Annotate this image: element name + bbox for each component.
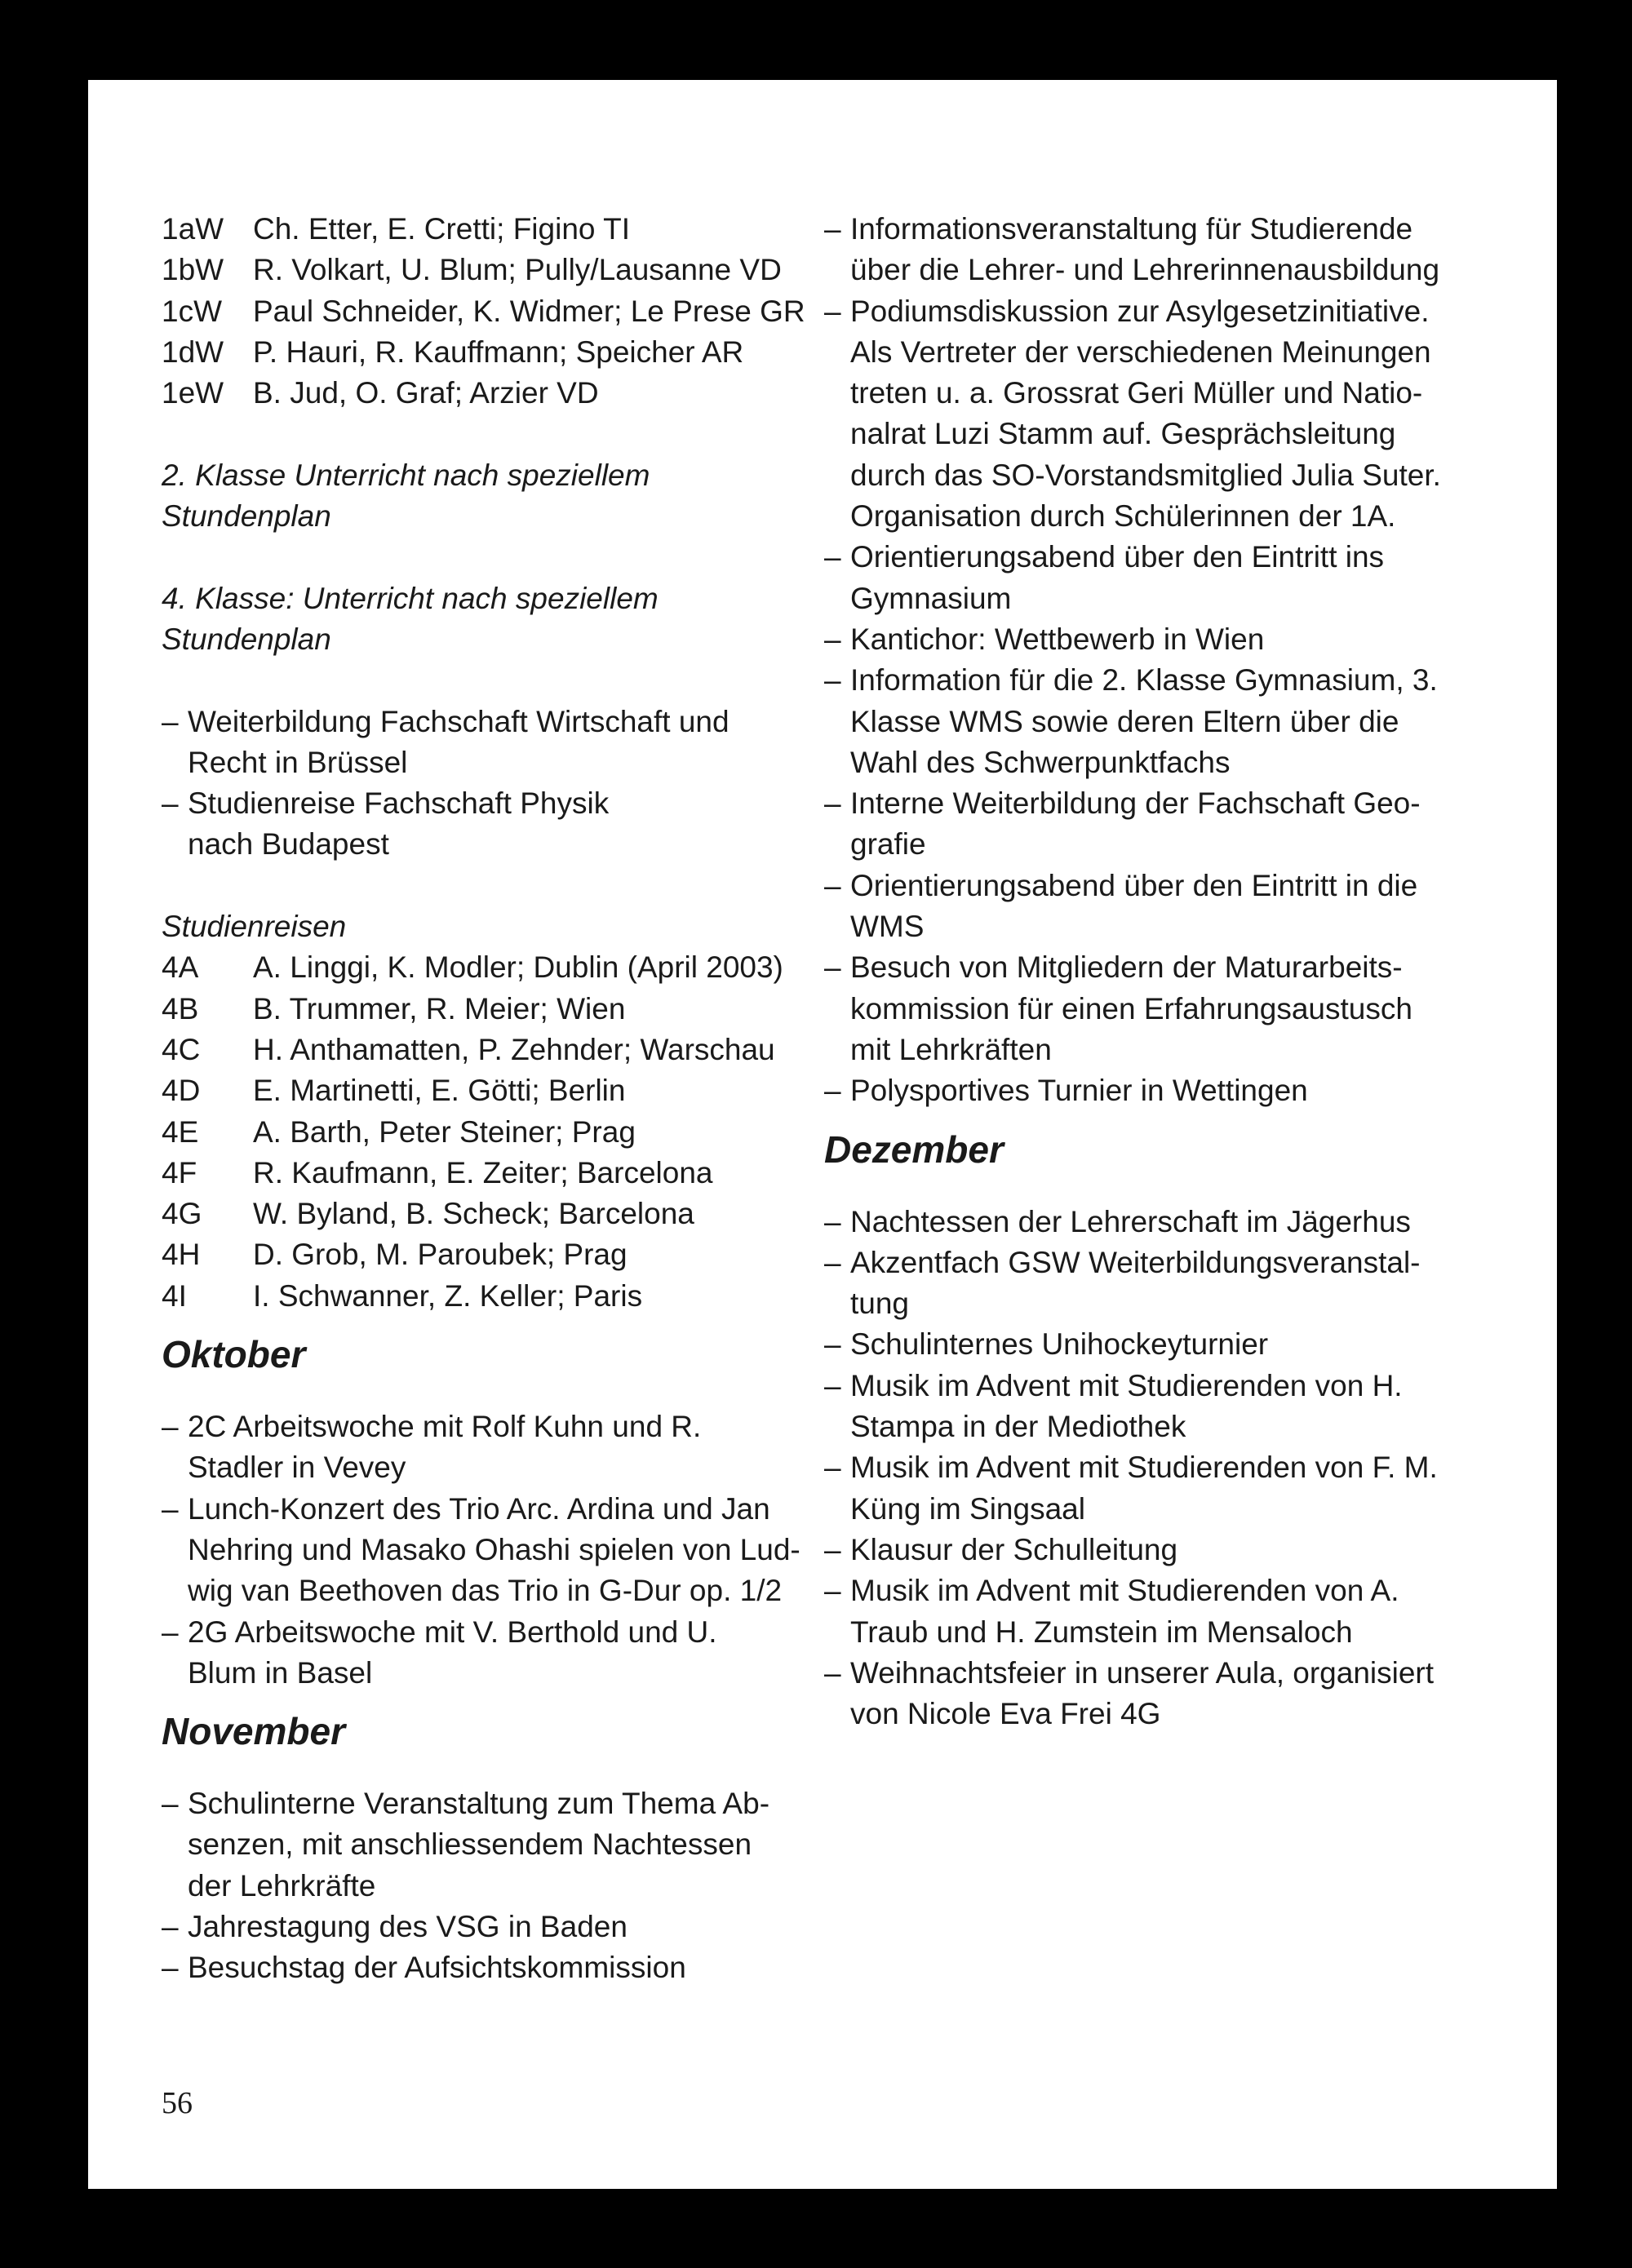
note-2-line: 2. Klasse Unterricht nach speziellem	[162, 458, 650, 492]
right-column	[824, 209, 1550, 1734]
document-page	[88, 80, 1557, 2189]
class-row	[162, 291, 873, 332]
list-item: – Orientierungsabend über den Eintritt ins Gymnasium	[824, 540, 1385, 615]
trip-row: 4G W. Byland, B. Scheck; Barcelona	[162, 1197, 694, 1231]
class-code: 1dW	[162, 334, 224, 369]
list-item: – Schulinternes Unihockeyturnier	[824, 1327, 1269, 1362]
trip-row: 4E A. Barth, Peter Steiner; Prag	[162, 1114, 636, 1149]
note-4-line: Stundenplan	[162, 622, 331, 656]
class-text: Ch. Etter, E. Cretti; Figino TI	[253, 212, 630, 246]
list-item: – Information für die 2. Klasse Gymnasium, 3. Klasse WMS sowie deren Eltern über die Wahl des Schwerpunktfachs	[824, 663, 1438, 779]
list-item: – Weihnachtsfeier in unserer Aula, organisiert von Nicole Eva Frei 4G	[824, 1655, 1435, 1731]
list-item: – Lunch-Konzert des Trio Arc. Ardina und Jan Nehring und Masako Ohashi spielen von Lud- wig van Beethoven das Trio in G-Dur op. 1/2	[162, 1491, 800, 1608]
list-item: – Weiterbildung Fachschaft Wirtschaft und Recht in Brüssel	[162, 704, 730, 779]
section-heading-dezember: Dezember	[824, 1127, 1004, 1171]
list-item: – Polysportives Turnier in Wettingen	[824, 1074, 1308, 1108]
list-item: – Informationsveranstaltung für Studierende über die Lehrer- und Lehrerinnenausbildung	[824, 212, 1440, 287]
class-row	[162, 250, 873, 290]
list-item: – Orientierungsabend über den Eintritt in die WMS	[824, 868, 1418, 944]
list-item: – Schulinterne Veranstaltung zum Thema Ab- senzen, mit anschliessendem Nachtessen der Lehrkräfte	[162, 1787, 770, 1903]
trip-row: 4C H. Anthamatten, P. Zehnder; Warschau	[162, 1032, 775, 1066]
class-code: 1bW	[162, 253, 224, 287]
trip-row: 4I I. Schwanner, Z. Keller; Paris	[162, 1278, 643, 1313]
trip-row: 4F R. Kaufmann, E. Zeiter; Barcelona	[162, 1155, 713, 1189]
class-code: 1eW	[162, 376, 224, 410]
class-list	[162, 209, 873, 414]
class-row	[162, 209, 873, 250]
list-item: – Besuchstag der Aufsichtskommission	[162, 1951, 686, 1985]
note-2-line: Stundenplan	[162, 499, 331, 534]
class-text: B. Jud, O. Graf; Arzier VD	[253, 376, 599, 410]
list-item: – Nachtessen der Lehrerschaft im Jägerhus	[824, 1204, 1411, 1238]
list-item: – 2C Arbeitswoche mit Rolf Kuhn und R. Stadler in Vevey	[162, 1410, 702, 1485]
class-text: P. Hauri, R. Kauffmann; Speicher AR	[253, 334, 744, 369]
left-column	[162, 209, 873, 1989]
list-item: – Besuch von Mitgliedern der Maturarbeits- kommission für einen Erfahrungsaustusch mit Lehrkräften	[824, 950, 1412, 1066]
list-item: – Interne Weiterbildung der Fachschaft Geo- grafie	[824, 786, 1421, 862]
list-item: – Studienreise Fachschaft Physik nach Budapest	[162, 786, 610, 862]
list-item: – Akzentfach GSW Weiterbildungsveranstal- tung	[824, 1245, 1421, 1321]
list-item: – 2G Arbeitswoche mit V. Berthold und U. Blum in Basel	[162, 1615, 717, 1690]
section-heading-november: November	[162, 1710, 345, 1753]
list-item: – Klausur der Schulleitung	[824, 1532, 1178, 1566]
trip-row: 4B B. Trummer, R. Meier; Wien	[162, 991, 626, 1025]
list-item: – Musik im Advent mit Studierenden von H. Stampa in der Mediothek	[824, 1368, 1403, 1444]
list-item: – Kantichor: Wettbewerb in Wien	[824, 622, 1265, 656]
class-code: 1aW	[162, 212, 224, 246]
list-item: – Musik im Advent mit Studierenden von A. Traub und H. Zumstein im Mensaloch	[824, 1574, 1399, 1649]
list-item: – Musik im Advent mit Studierenden von F. M. Küng im Singsaal	[824, 1451, 1438, 1526]
trip-row: 4D E. Martinetti, E. Götti; Berlin	[162, 1074, 626, 1108]
studienreisen-title: Studienreisen	[162, 910, 347, 944]
class-code: 1cW	[162, 294, 222, 328]
class-text: R. Volkart, U. Blum; Pully/Lausanne VD	[253, 253, 782, 287]
class-text: Paul Schneider, K. Widmer; Le Prese GR	[253, 294, 805, 328]
class-row	[162, 332, 873, 373]
list-item: – Podiumsdiskussion zur Asylgesetzinitiative. Als Vertreter der verschiedenen Meinungen treten u. a. Grossrat Geri Müller und Natio- nalrat Luzi Stamm auf. Gesprächsleitung durch das SO-Vorstandsmitglied Julia Suter. Organisation durch Schülerinnen der 1A.	[824, 294, 1441, 534]
trip-row: 4H D. Grob, M. Paroubek; Prag	[162, 1238, 628, 1272]
studienreisen-list	[162, 947, 873, 1317]
trip-row: 4A A. Linggi, K. Modler; Dublin (April 2003)	[162, 950, 783, 985]
section-heading-oktober: Oktober	[162, 1333, 306, 1376]
note-4-line: 4. Klasse: Unterricht nach speziellem	[162, 581, 659, 615]
class-row	[162, 373, 873, 414]
list-item: – Jahrestagung des VSG in Baden	[162, 1909, 628, 1943]
page-number: 56	[162, 2086, 193, 2120]
